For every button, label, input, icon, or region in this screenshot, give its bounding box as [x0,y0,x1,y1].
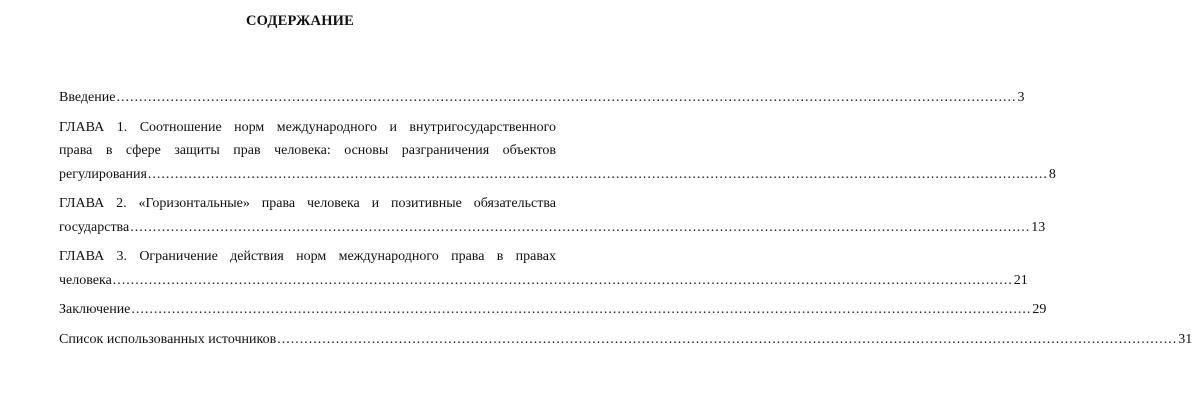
dot-leader: ........................................................................................................................................................................................................ [112,272,1013,288]
dot-leader: ........................................................................................................................................................................................................ [130,219,1031,235]
table-of-contents [59,86,1192,357]
dot-leader: ........................................................................................................................................................................................................ [116,90,1017,105]
toc-entry-line: ГЛАВА 2. «Горизонтальные» права человека и позитивные обязательства [59,196,556,211]
dot-leader: ........................................................................................................................................................................................................ [147,166,1048,182]
toc-entry-references [59,328,1192,352]
toc-entry-chapter-3 [59,245,1028,292]
toc-entry-last-line [59,216,1046,240]
toc-entry-introduction [59,86,1025,110]
toc-entry-chapter-1 [59,116,1056,187]
toc-entry-title: Заключение [59,302,131,317]
toc-entry-last-line [59,328,1192,352]
dot-leader: ........................................................................................................................................................................................................ [131,302,1032,317]
page-number: 31 [1178,331,1192,347]
toc-entry-conclusion [59,298,1047,322]
toc-entry-last-line [59,298,1047,322]
toc-entry-line: ГЛАВА 1. Соотношение норм международного и внутригосударственного [59,119,556,135]
page-number: 13 [1031,219,1046,235]
toc-entry-title: государства [59,219,130,235]
page-number: 21 [1013,272,1028,288]
dot-leader: ........................................................................................................................................................................................................ [277,331,1178,347]
page-title: СОДЕРЖАНИЕ [245,13,355,29]
toc-entry-title: человека [59,272,112,288]
toc-entry-last-line [59,86,1025,110]
toc-entry-title: регулирования [59,166,147,182]
toc-entry-title: Введение [59,90,116,105]
page-number: 3 [1017,90,1025,105]
toc-entry-line: ГЛАВА 3. Ограничение действия норм международного права в правах [59,249,556,264]
page-number: 29 [1032,302,1047,317]
toc-entry-chapter-2 [59,192,1046,239]
toc-entry-last-line [59,163,1056,187]
page-number: 8 [1048,166,1056,182]
toc-entry-line: права в сфере защиты прав человека: основы разграничения объектов [59,143,556,158]
toc-entry-last-line [59,269,1028,293]
toc-entry-title: Список использованных источников [59,331,277,347]
